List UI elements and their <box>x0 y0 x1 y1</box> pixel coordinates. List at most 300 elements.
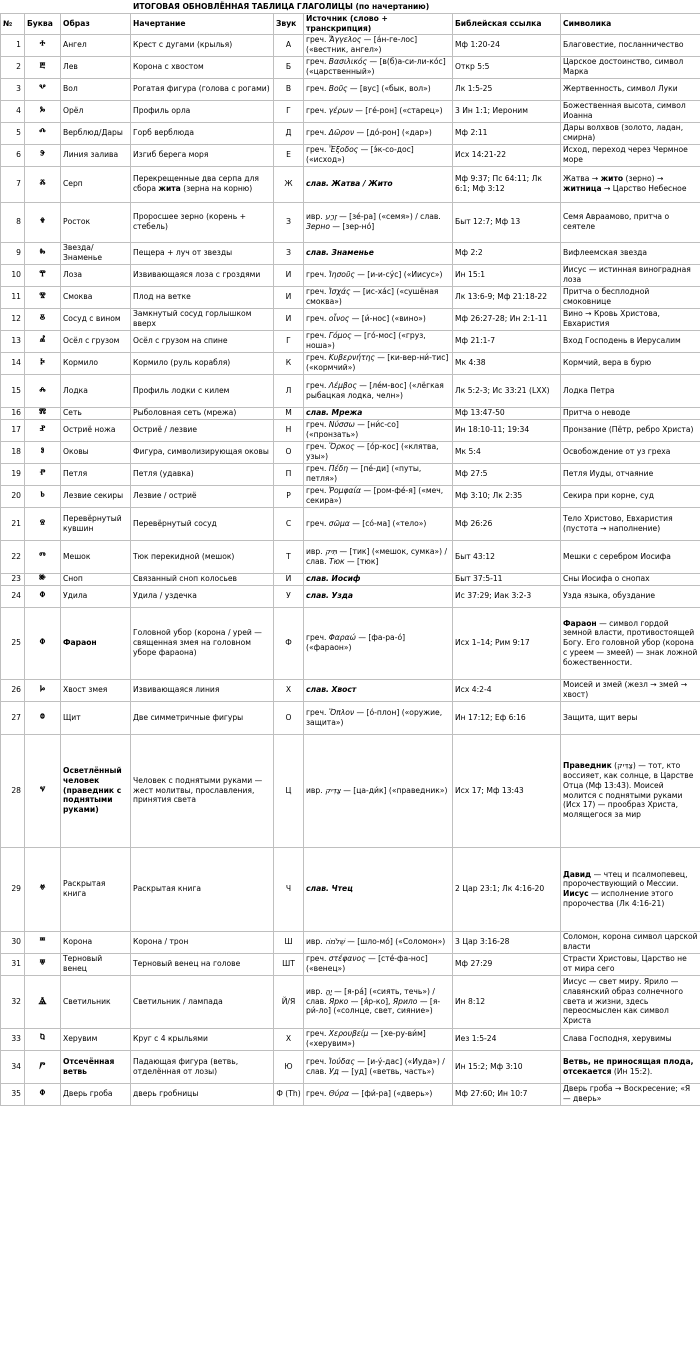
table-row <box>1 264 700 286</box>
row-symbolism: Сны Иосифа о снопах <box>561 573 700 585</box>
row-shape: Профиль орла <box>131 100 274 122</box>
table-row <box>1 122 700 144</box>
row-source: греч. Ὅπλον — [о́-плон] («оружие, защита») <box>304 701 453 734</box>
glagolitic-letter: ⱈ <box>25 679 61 701</box>
row-source: греч. Πέδη — [пе́-ди] («путы, петля») <box>304 463 453 485</box>
row-shape: Кормило (руль корабля) <box>131 352 274 374</box>
table-row <box>1 308 700 330</box>
table-row <box>1 540 700 573</box>
row-symbolism: Страсти Христовы, Царство не от мира сего <box>561 953 700 975</box>
row-symbolism: Притча о бесплодной смоковнице <box>561 286 700 308</box>
table-row <box>1 485 700 507</box>
row-symbolism: Петля Иуды, отчаяние <box>561 463 700 485</box>
row-shape: Тюк перекидной (мешок) <box>131 540 274 573</box>
row-number: 34 <box>1 1050 25 1083</box>
row-bible-ref: Быт 37:5-11 <box>453 573 561 585</box>
row-shape: Светильник / лампада <box>131 975 274 1028</box>
row-image: Лоза <box>61 264 131 286</box>
row-sound: В <box>274 78 304 100</box>
table-row <box>1 463 700 485</box>
row-shape: Профиль лодки с килем <box>131 374 274 407</box>
row-number: 32 <box>1 975 25 1028</box>
row-number: 19 <box>1 463 25 485</box>
row-sound: С <box>274 507 304 540</box>
row-symbolism: Защита, щит веры <box>561 701 700 734</box>
header-letter: Буква <box>25 14 61 35</box>
row-shape: Петля (удавка) <box>131 463 274 485</box>
row-shape: Головной убор (корона / урей — священная змея на головном уборе фараона) <box>131 607 274 679</box>
glagolitic-letter: ⱉ <box>25 701 61 734</box>
row-image: Росток <box>61 202 131 242</box>
glagolitic-letter: ⰶ <box>25 166 61 202</box>
glagolitic-letter: ⰴ <box>25 122 61 144</box>
table-row <box>1 1028 700 1050</box>
row-source: греч. Ἰσχάς — [ис-ха́с] («сушёная смоква») <box>304 286 453 308</box>
row-image: Отсечённая ветвь <box>61 1050 131 1083</box>
row-image: Оковы <box>61 441 131 463</box>
row-bible-ref: Мф 13:47-50 <box>453 407 561 419</box>
row-bible-ref: Лк 13:6-9; Мф 21:18-22 <box>453 286 561 308</box>
row-sound: Ч <box>274 847 304 931</box>
row-image: Удила <box>61 585 131 607</box>
row-image: Осветлённый человек (праведник с поднятыми руками) <box>61 734 131 847</box>
row-image: Вол <box>61 78 131 100</box>
row-symbolism: Пронзание (Пётр, ребро Христа) <box>561 419 700 441</box>
row-sound: У <box>274 585 304 607</box>
row-sound: Д <box>274 122 304 144</box>
row-number: 25 <box>1 607 25 679</box>
table-row <box>1 847 700 931</box>
glagolitic-letter: ⰽ <box>25 352 61 374</box>
row-source: греч. Δῶρον — [до́-рон] («дар») <box>304 122 453 144</box>
row-symbolism: Кормчий, вера в бурю <box>561 352 700 374</box>
row-source: греч. γέρων — [ге́-рон] («старец») <box>304 100 453 122</box>
row-bible-ref: Мф 21:1-7 <box>453 330 561 352</box>
row-source: греч. Βοῦς — [вус] («бык, вол») <box>304 78 453 100</box>
table-row <box>1 330 700 352</box>
row-bible-ref: Мф 1:20-24 <box>453 34 561 56</box>
row-number: 18 <box>1 441 25 463</box>
row-bible-ref: Мк 5:4 <box>453 441 561 463</box>
row-symbolism: Исход, переход через Чермное море <box>561 144 700 166</box>
row-bible-ref: Исх 14:21-22 <box>453 144 561 166</box>
row-bible-ref: 2 Цар 23:1; Лк 4:16-20 <box>453 847 561 931</box>
table-row <box>1 931 700 953</box>
row-bible-ref: Мф 3:10; Лк 2:35 <box>453 485 561 507</box>
table-row <box>1 352 700 374</box>
row-shape: Замкнутый сосуд горлышком вверх <box>131 308 274 330</box>
row-number: 6 <box>1 144 25 166</box>
row-bible-ref: Мф 27:5 <box>453 463 561 485</box>
row-number: 2 <box>1 56 25 78</box>
table-row <box>1 407 700 419</box>
row-symbolism: Праведник (צַדִּיק) — тот, кто воссияет, как солнце, в Царстве Отца (Мф 13:43). Моисей молится с поднятыми руками (Исх 17) — прообраз Христа, молящегося за мир <box>561 734 700 847</box>
table-row <box>1 286 700 308</box>
row-shape: Корона с хвостом <box>131 56 274 78</box>
table-row <box>1 441 700 463</box>
row-image: Сосуд с вином <box>61 308 131 330</box>
row-source: греч. Ὅρκος — [о́р-кос] («клятва, узы») <box>304 441 453 463</box>
row-source: греч. Ἰησοῦς — [и-и-су́с] («Иисус») <box>304 264 453 286</box>
row-image: Херувим <box>61 1028 131 1050</box>
row-symbolism: Фараон — символ гордой земной власти, противостоящей Богу. Его головной убор (корона с уреем — змеей) — знак ложной божественности. <box>561 607 700 679</box>
table-row <box>1 507 700 540</box>
row-sound: Н <box>274 419 304 441</box>
table-row <box>1 242 700 264</box>
row-shape: Раскрытая книга <box>131 847 274 931</box>
glagolitic-letter: ⱁ <box>25 441 61 463</box>
row-bible-ref: Ин 17:12; Еф 6:16 <box>453 701 561 734</box>
row-image: Смоква <box>61 286 131 308</box>
glagolitic-letter: ⱇ <box>25 1083 61 1105</box>
row-source: слав. Мрежа <box>304 407 453 419</box>
glagolitic-letter: ⱃ <box>25 485 61 507</box>
row-bible-ref: Лк 1:5-25 <box>453 78 561 100</box>
header-shape: Начертание <box>131 14 274 35</box>
glagolitic-letter: ⰱ <box>25 56 61 78</box>
row-sound: Ф <box>274 607 304 679</box>
header-source: Источник (слово + транскрипция) <box>304 14 453 35</box>
row-bible-ref: Мф 26:26 <box>453 507 561 540</box>
row-source: ивр. תִּיק — [тик] («мешок, сумка») / слав. Тюк — [тюк] <box>304 540 453 573</box>
row-shape: Удила / уздечка <box>131 585 274 607</box>
glagolitic-table <box>0 13 700 1106</box>
row-number: 23 <box>1 573 25 585</box>
row-number: 29 <box>1 847 25 931</box>
row-source: ивр. יָהַּ — [я-ра́] («сиять, течь») / слав. Ярко — [я́р-ко], Ярило — [я-ри́-ло] («солнце, свет, сияние») <box>304 975 453 1028</box>
table-row <box>1 573 700 585</box>
table-row <box>1 585 700 607</box>
row-sound: К <box>274 352 304 374</box>
row-image: Верблюд/Дары <box>61 122 131 144</box>
glagolitic-letter: ⰳ <box>25 100 61 122</box>
row-image: Раскрытая книга <box>61 847 131 931</box>
row-symbolism: Слава Господня, херувимы <box>561 1028 700 1050</box>
row-bible-ref: Мф 2:11 <box>453 122 561 144</box>
document-title: ИТОГОВАЯ ОБНОВЛЁННАЯ ТАБЛИЦА ГЛАГОЛИЦЫ (по начертанию) <box>133 2 430 11</box>
row-image: Звезда/Знаменье <box>61 242 131 264</box>
row-number: 4 <box>1 100 25 122</box>
row-symbolism: Жертвенность, символ Луки <box>561 78 700 100</box>
header-image: Образ <box>61 14 131 35</box>
row-sound: Л <box>274 374 304 407</box>
row-bible-ref: Исх 1–14; Рим 9:17 <box>453 607 561 679</box>
row-number: 5 <box>1 122 25 144</box>
table-row <box>1 56 700 78</box>
row-number: 10 <box>1 264 25 286</box>
row-source: слав. Узда <box>304 585 453 607</box>
row-bible-ref: Откр 5:5 <box>453 56 561 78</box>
row-shape: дверь гробницы <box>131 1083 274 1105</box>
row-image: Хвост змея <box>61 679 131 701</box>
row-source: греч. Ἄγγελος — [а́н-ге-лос] («вестник, ангел») <box>304 34 453 56</box>
row-shape: Фигура, символизирующая оковы <box>131 441 274 463</box>
row-bible-ref: 3 Цар 3:16-28 <box>453 931 561 953</box>
row-image: Терновый венец <box>61 953 131 975</box>
row-shape: Связанный сноп колосьев <box>131 573 274 585</box>
row-symbolism: Притча о неводе <box>561 407 700 419</box>
row-source: слав. Хвост <box>304 679 453 701</box>
table-row <box>1 679 700 701</box>
glagolitic-letter: ⰲ <box>25 78 61 100</box>
header-number: № <box>1 14 25 35</box>
row-shape: Проросшее зерно (корень + стебель) <box>131 202 274 242</box>
glagolitic-letter: ⰷ <box>25 202 61 242</box>
table-row <box>1 734 700 847</box>
row-source: греч. Κυβερνήτης — [ки-вер-ни́-тис] («кормчий») <box>304 352 453 374</box>
row-number: 7 <box>1 166 25 202</box>
row-sound: И <box>274 286 304 308</box>
row-source: греч. Ἰούδας — [и-у́-дас] («Иуда») / слав. Уд — [уд] («ветвь, часть») <box>304 1050 453 1083</box>
row-number: 35 <box>1 1083 25 1105</box>
table-row <box>1 953 700 975</box>
row-number: 14 <box>1 352 25 374</box>
row-source: слав. Жатва / Жито <box>304 166 453 202</box>
row-image: Лев <box>61 56 131 78</box>
row-sound: З <box>274 202 304 242</box>
row-sound: И <box>274 264 304 286</box>
header-bible-ref: Библейская ссылка <box>453 14 561 35</box>
table-row <box>1 78 700 100</box>
row-image: Фараон <box>61 607 131 679</box>
row-image: Лодка <box>61 374 131 407</box>
row-symbolism: Соломон, корона символ царской власти <box>561 931 700 953</box>
row-sound: Х <box>274 1028 304 1050</box>
row-bible-ref: Мф 9:37; Пс 64:11; Лк 6:1; Мф 3:12 <box>453 166 561 202</box>
table-row <box>1 100 700 122</box>
row-number: 11 <box>1 286 25 308</box>
header-sound: Звук <box>274 14 304 35</box>
row-number: 9 <box>1 242 25 264</box>
row-sound: О <box>274 701 304 734</box>
row-image: Светильник <box>61 975 131 1028</box>
row-symbolism: Тело Христово, Евхаристия (пустота → наполнение) <box>561 507 700 540</box>
row-image: Орёл <box>61 100 131 122</box>
glagolitic-letter: ⰼ <box>25 330 61 352</box>
row-shape: Человек с поднятыми руками — жест молитвы, прославления, принятия света <box>131 734 274 847</box>
row-symbolism: Узда языка, обуздание <box>561 585 700 607</box>
table-row <box>1 1083 700 1105</box>
row-source: греч. Νύσσω — [ни́с-со] («пронзать») <box>304 419 453 441</box>
row-number: 20 <box>1 485 25 507</box>
glagolitic-letter: ⱒ <box>25 1028 61 1050</box>
glagolitic-letter: ⰾ <box>25 374 61 407</box>
row-number: 16 <box>1 407 25 419</box>
row-image: Мешок <box>61 540 131 573</box>
row-sound: П <box>274 463 304 485</box>
row-source: греч. σῶμα — [со́-ма] («тело») <box>304 507 453 540</box>
row-bible-ref: Ин 15:2; Мф 3:10 <box>453 1050 561 1083</box>
glagolitic-letter: ⰰ <box>25 34 61 56</box>
row-sound: Б <box>274 56 304 78</box>
row-image: Сеть <box>61 407 131 419</box>
row-shape: Корона / трон <box>131 931 274 953</box>
row-bible-ref: Мк 4:38 <box>453 352 561 374</box>
row-symbolism: Вино → Кровь Христова, Евхаристия <box>561 308 700 330</box>
glagolitic-letter: ⱂ <box>25 463 61 485</box>
row-image: Серп <box>61 166 131 202</box>
row-shape: Извивающаяся линия <box>131 679 274 701</box>
row-bible-ref: Быт 43:12 <box>453 540 561 573</box>
row-symbolism: Дверь гроба → Воскресение; «Я — дверь» <box>561 1083 700 1105</box>
row-bible-ref: Ин 8:12 <box>453 975 561 1028</box>
row-shape: Две симметричные фигуры <box>131 701 274 734</box>
glagolitic-letter: Ⱑ <box>25 975 61 1028</box>
header-row <box>1 14 700 35</box>
row-image: Остриё ножа <box>61 419 131 441</box>
row-sound: Т <box>274 540 304 573</box>
row-shape: Перекрещенные два серпа для сбора жита (зерна на корню) <box>131 166 274 202</box>
row-sound: О <box>274 441 304 463</box>
glagolitic-letter: ⱓ <box>25 1050 61 1083</box>
row-image: Осёл с грузом <box>61 330 131 352</box>
row-image: Корона <box>61 931 131 953</box>
row-image: Сноп <box>61 573 131 585</box>
row-symbolism: Мешки с серебром Иосифа <box>561 540 700 573</box>
glagolitic-letter: ⱍ <box>25 847 61 931</box>
row-number: 13 <box>1 330 25 352</box>
row-number: 26 <box>1 679 25 701</box>
row-sound: Ц <box>274 734 304 847</box>
row-source: греч. Θύρα — [фи́-ра] («дверь») <box>304 1083 453 1105</box>
row-shape: Извивающаяся лоза с гроздями <box>131 264 274 286</box>
row-shape: Круг с 4 крыльями <box>131 1028 274 1050</box>
row-symbolism: Давид — чтец и псалмопевец, пророчествующий о Мессии. Иисус — исполнение этого пророчества (Лк 4:16-21) <box>561 847 700 931</box>
glagolitic-letter: ⱋ <box>25 953 61 975</box>
glagolitic-letter: ⱌ <box>25 734 61 847</box>
glagolitic-letter: ⰹ <box>25 264 61 286</box>
row-bible-ref: Ин 18:10-11; 19:34 <box>453 419 561 441</box>
row-number: 12 <box>1 308 25 330</box>
row-image: Петля <box>61 463 131 485</box>
table-row <box>1 1050 700 1083</box>
row-sound: Г <box>274 100 304 122</box>
row-symbolism: Благовестие, посланничество <box>561 34 700 56</box>
glagolitic-letter: ⰿ <box>25 407 61 419</box>
row-number: 24 <box>1 585 25 607</box>
row-bible-ref: Быт 12:7; Мф 13 <box>453 202 561 242</box>
row-source: греч. Ἔξοδος — [э́к-со-дос] («исход») <box>304 144 453 166</box>
row-sound: Ю <box>274 1050 304 1083</box>
row-symbolism: Иисус — свет миру. Ярило — славянский образ солнечного света и жизни, здесь переосмыслен как символ Христа <box>561 975 700 1028</box>
row-symbolism: Семя Авраамово, притча о сеятеле <box>561 202 700 242</box>
row-number: 33 <box>1 1028 25 1050</box>
table-row <box>1 607 700 679</box>
glagolitic-letter: ⱅ <box>25 540 61 573</box>
row-symbolism: Царское достоинство, символ Марка <box>561 56 700 78</box>
table-row <box>1 34 700 56</box>
row-source: слав. Знаменье <box>304 242 453 264</box>
row-number: 30 <box>1 931 25 953</box>
row-sound: А <box>274 34 304 56</box>
row-number: 3 <box>1 78 25 100</box>
row-sound: Й/Я <box>274 975 304 1028</box>
row-number: 8 <box>1 202 25 242</box>
row-bible-ref: Исх 4:2-4 <box>453 679 561 701</box>
row-number: 27 <box>1 701 25 734</box>
row-bible-ref: Ин 15:1 <box>453 264 561 286</box>
row-symbolism: Освобождение от уз греха <box>561 441 700 463</box>
glagolitic-letter: ⱎ <box>25 931 61 953</box>
row-bible-ref: Мф 27:29 <box>453 953 561 975</box>
header-symbolism: Символика <box>561 14 700 35</box>
row-bible-ref: Мф 2:2 <box>453 242 561 264</box>
row-symbolism: Моисей и змей (жезл → змей → хвост) <box>561 679 700 701</box>
row-bible-ref: Мф 27:60; Ин 10:7 <box>453 1083 561 1105</box>
row-number: 31 <box>1 953 25 975</box>
row-source: греч. Γόμος — [го́-мос] («груз, ноша») <box>304 330 453 352</box>
row-image: Дверь гроба <box>61 1083 131 1105</box>
row-bible-ref: 3 Ин 1:1; Иероним <box>453 100 561 122</box>
row-number: 22 <box>1 540 25 573</box>
glagolitic-letter: ⰸ <box>25 242 61 264</box>
glagolitic-letter: ⱀ <box>25 419 61 441</box>
row-shape: Остриё / лезвие <box>131 419 274 441</box>
row-source: слав. Иосиф <box>304 573 453 585</box>
glagolitic-letter: ⱇ <box>25 607 61 679</box>
row-image: Лезвие секиры <box>61 485 131 507</box>
row-symbolism: Жатва → жито (зерно) → житница → Царство Небесное <box>561 166 700 202</box>
glagolitic-letter: ⰵ <box>25 144 61 166</box>
row-symbolism: Вифлеемская звезда <box>561 242 700 264</box>
row-image: Перевёрнутый кувшин <box>61 507 131 540</box>
row-sound: З <box>274 242 304 264</box>
row-sound: ШТ <box>274 953 304 975</box>
row-symbolism: Иисус — истинная виноградная лоза <box>561 264 700 286</box>
row-sound: Е <box>274 144 304 166</box>
row-shape: Рыболовная сеть (мрежа) <box>131 407 274 419</box>
glagolitic-letter: ⰻ <box>25 308 61 330</box>
row-bible-ref: Исх 17; Мф 13:43 <box>453 734 561 847</box>
row-shape: Рогатая фигура (голова с рогами) <box>131 78 274 100</box>
row-sound: Ф (Th) <box>274 1083 304 1105</box>
row-bible-ref: Мф 26:27-28; Ин 2:1-11 <box>453 308 561 330</box>
row-bible-ref: Лк 5:2-3; Ис 33:21 (LXX) <box>453 374 561 407</box>
row-shape: Лезвие / остриё <box>131 485 274 507</box>
row-sound: Ж <box>274 166 304 202</box>
row-symbolism: Лодка Петра <box>561 374 700 407</box>
row-source: греч. Χερουβείμ — [хе-ру-ви́м] («херувим») <box>304 1028 453 1050</box>
row-sound: М <box>274 407 304 419</box>
row-source: греч. Βασιλικός — [в(б)а-си-ли-ко́с] («царственный») <box>304 56 453 78</box>
table-row <box>1 202 700 242</box>
row-shape: Крест с дугами (крылья) <box>131 34 274 56</box>
row-number: 15 <box>1 374 25 407</box>
row-sound: Г <box>274 330 304 352</box>
row-symbolism: Вход Господень в Иерусалим <box>561 330 700 352</box>
row-symbolism: Ветвь, не приносящая плода, отсекается (Ин 15:2). <box>561 1050 700 1083</box>
row-source: ивр. זֶרַע — [зе́-ра] («семя») / слав. Зерно — [зер-но́] <box>304 202 453 242</box>
row-shape: Изгиб берега моря <box>131 144 274 166</box>
row-image: Ангел <box>61 34 131 56</box>
glagolitic-letter: ⱄ <box>25 507 61 540</box>
row-shape: Падающая фигура (ветвь, отделённая от лозы) <box>131 1050 274 1083</box>
row-source: греч. Φαραώ — [фа-ра-о́] («фараон») <box>304 607 453 679</box>
row-shape: Плод на ветке <box>131 286 274 308</box>
row-sound: И <box>274 573 304 585</box>
row-symbolism: Секира при корне, суд <box>561 485 700 507</box>
row-shape: Осёл с грузом на спине <box>131 330 274 352</box>
row-sound: Х <box>274 679 304 701</box>
table-row <box>1 144 700 166</box>
row-source: греч. Ῥομφαία — [ром-фе́-я] («меч, секира») <box>304 485 453 507</box>
row-image: Щит <box>61 701 131 734</box>
row-source: ивр. שְׁלֹמֹה — [шло-мо́] («Соломон») <box>304 931 453 953</box>
table-body <box>1 34 700 1105</box>
row-sound: И <box>274 308 304 330</box>
row-source: греч. στέφανος — [сте́-фа-нос] («венец») <box>304 953 453 975</box>
row-symbolism: Дары волхвов (золото, ладан, смирна) <box>561 122 700 144</box>
